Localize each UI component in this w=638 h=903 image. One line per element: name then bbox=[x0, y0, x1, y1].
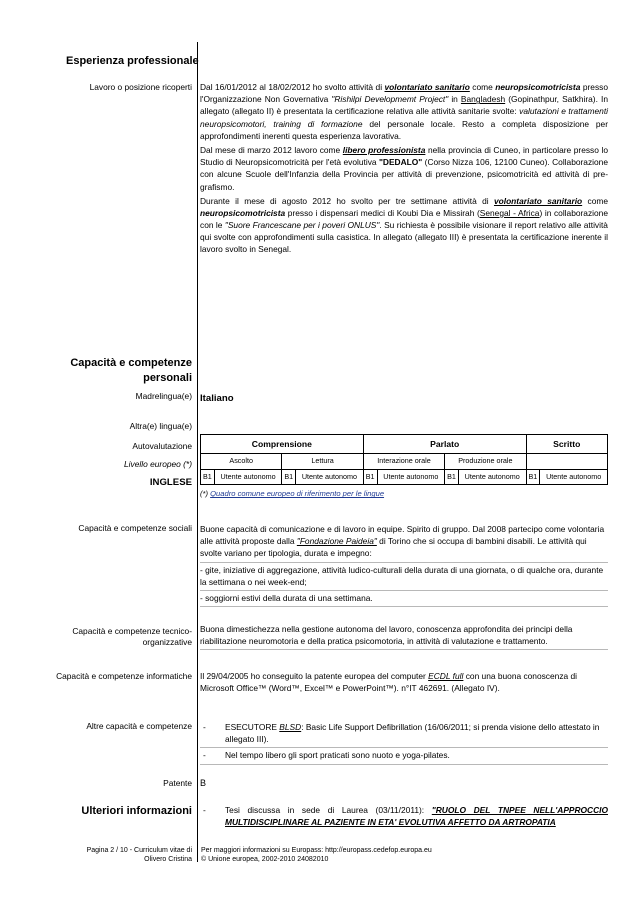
mother-tongue-value: Italiano bbox=[200, 393, 234, 404]
footer-left: Pagina 2 / 10 - Curriculum vitae di Olivero Cristina bbox=[86, 847, 192, 864]
further-item-1: - Tesi discussa in sede di Laurea (03/11/2011): "RUOLO DEL TNPEE NELL'APPROCCIO MULTIDISCIPLINARE AL PAZIENTE IN ETA' EVOLUTIVA AFFETTO DA ARTROPATIA bbox=[203, 805, 608, 828]
other-item-1: - ESECUTORE BLSD: Basic Life Support Defibrillation (16/06/2011; si prenda visione dello attestato in allegato III). bbox=[200, 720, 608, 748]
sub-production: Produzione orale bbox=[445, 454, 526, 469]
mother-tongue-label: Madrelingua(e) bbox=[135, 391, 192, 401]
other-skills-content bbox=[200, 720, 608, 765]
sub-interaction: Interazione orale bbox=[363, 454, 444, 469]
other-skills-label: Altre capacità e competenze bbox=[86, 721, 192, 731]
level-text: Utente autonomo bbox=[377, 469, 445, 484]
language-table bbox=[200, 434, 608, 485]
level-code: B1 bbox=[445, 469, 459, 484]
other-item-2: - Nel tempo libero gli sport praticati sono nuoto e yoga-pilates. bbox=[200, 748, 608, 764]
other-languages-label: Altra(e) lingua(e) bbox=[129, 421, 192, 431]
level-text: Utente autonomo bbox=[540, 469, 608, 484]
sub-reading: Lettura bbox=[282, 454, 363, 469]
cefr-link[interactable]: Quadro comune europeo di riferimento per le lingue bbox=[210, 489, 385, 499]
technical-skills-label: Capacità e competenze tecnico- organizzative bbox=[72, 626, 192, 648]
level-text: Utente autonomo bbox=[214, 469, 282, 484]
level-text: Utente autonomo bbox=[458, 469, 526, 484]
language-table-wrap bbox=[200, 434, 608, 499]
self-assessment-label: Autovalutazione bbox=[132, 441, 192, 451]
section-title-skills: Capacità e competenze personali bbox=[70, 357, 192, 384]
sub-listening: Ascolto bbox=[201, 454, 282, 469]
social-skills-content bbox=[200, 522, 608, 607]
technical-skills-content: Buona dimestichezza nella gestione autonoma del lavoro, conoscenza approfondita dei principi della riabilitazione neuromotoria e della pratica psicomotoria, in attività di valutazione e trattamento. bbox=[200, 622, 608, 650]
experience-paragraph-1: Dal 16/01/2012 al 18/02/2012 ho svolto attività di volontariato sanitario come neuropsicomotricista presso l'Organizzazione Non Governativa "Rishilpi Developmemt Project" in Bangladesh (Gopinathpur, Satkhira). In allegato (allegato II) è presentata la certificazione relativa alle attività sanitarie svolte: valutazioni e trattamenti neuropsicomotori, training di formazione del personale locale. Resto a completa disposizione per approfondimenti inerenti questa esperienza lavorativa. bbox=[200, 82, 609, 141]
sub-writing-blank bbox=[526, 454, 607, 469]
section-title-experience: Esperienza professionale bbox=[66, 55, 199, 67]
footer-right: Per maggiori informazioni su Europass: http://europass.cedefop.europa.eu © Unione europea, 2002-2010 24082010 bbox=[201, 847, 432, 864]
column-divider bbox=[197, 42, 198, 862]
further-info-content bbox=[200, 804, 608, 828]
license-value: B bbox=[200, 778, 207, 788]
further-info-title: Ulteriori informazioni bbox=[81, 805, 192, 817]
social-line-2: - gite, iniziative di aggregazione, attività ludico-culturali della durata di una giornata, o di qualche ora, durante la settimana o nei week-end; bbox=[200, 563, 608, 591]
experience-label: Lavoro o posizione ricoperti bbox=[89, 82, 192, 92]
social-line-1: Buone capacità di comunicazione e di lavoro in equipe. Spirito di gruppo. Dal 2008 partecipo come volontaria alle attività proposte dalla "Fondazione Paideia" di Torino che si occupa di bambini disabili. Le attività qui svolte variano per tipologia, durata e impegno: bbox=[200, 522, 608, 563]
level-code: B1 bbox=[201, 469, 215, 484]
social-line-3: - soggiorni estivi della durata di una settimana. bbox=[200, 591, 608, 607]
european-level-label: Livello europeo (*) bbox=[124, 459, 192, 469]
experience-paragraph-2: Dal mese di marzo 2012 lavoro come libero professionista nella provincia di Cuneo, in particolare presso lo Studio di Neuropsicomotricità per l'età evolutiva "DEDALO" (Corso Nizza 106, 12100 Cuneo). Collaborazione con alcune Scuole dell'Infanzia della Provincia per attività di prevenzione, psicomotricità ed attività di pre-grafismo. bbox=[200, 144, 608, 192]
header-comprehension: Comprensione bbox=[201, 435, 364, 454]
header-writing: Scritto bbox=[526, 435, 607, 454]
it-skills-label: Capacità e competenze informatiche bbox=[56, 671, 192, 681]
social-skills-label: Capacità e competenze sociali bbox=[78, 523, 192, 533]
language-name: INGLESE bbox=[149, 477, 192, 488]
header-speaking: Parlato bbox=[363, 435, 526, 454]
level-code: B1 bbox=[282, 469, 296, 484]
level-code: B1 bbox=[526, 469, 540, 484]
experience-paragraph-3: Durante il mese di agosto 2012 ho svolto per tre settimane attività di volontariato sanitario come neuropsicomotricista presso i dispensari medici di Koubi Dia e Missirah (Senegal - Africa) in collaborazione con le "Suore Francescane per i poveri ONLUS". Su richiesta è possibile visionare il report relativo alle attività qui svolte con approfondimenti sulla casistica. In allegato (allegato III) è presentata la certificazione inerente il lavoro svolto in Senegal. bbox=[200, 195, 608, 255]
level-text: Utente autonomo bbox=[296, 469, 364, 484]
level-code: B1 bbox=[363, 469, 377, 484]
experience-content bbox=[200, 81, 608, 256]
language-note: (*) Quadro comune europeo di riferimento per le lingue bbox=[200, 489, 385, 499]
it-skills-content: Il 29/04/2005 ho conseguito la patente europea del computer ECDL full con una buona conoscenza di Microsoft Office™ (Word™, Excel™ e PowerPoint™). n°IT 462691. (Allegato IV). bbox=[200, 671, 578, 694]
license-label: Patente bbox=[163, 778, 192, 788]
